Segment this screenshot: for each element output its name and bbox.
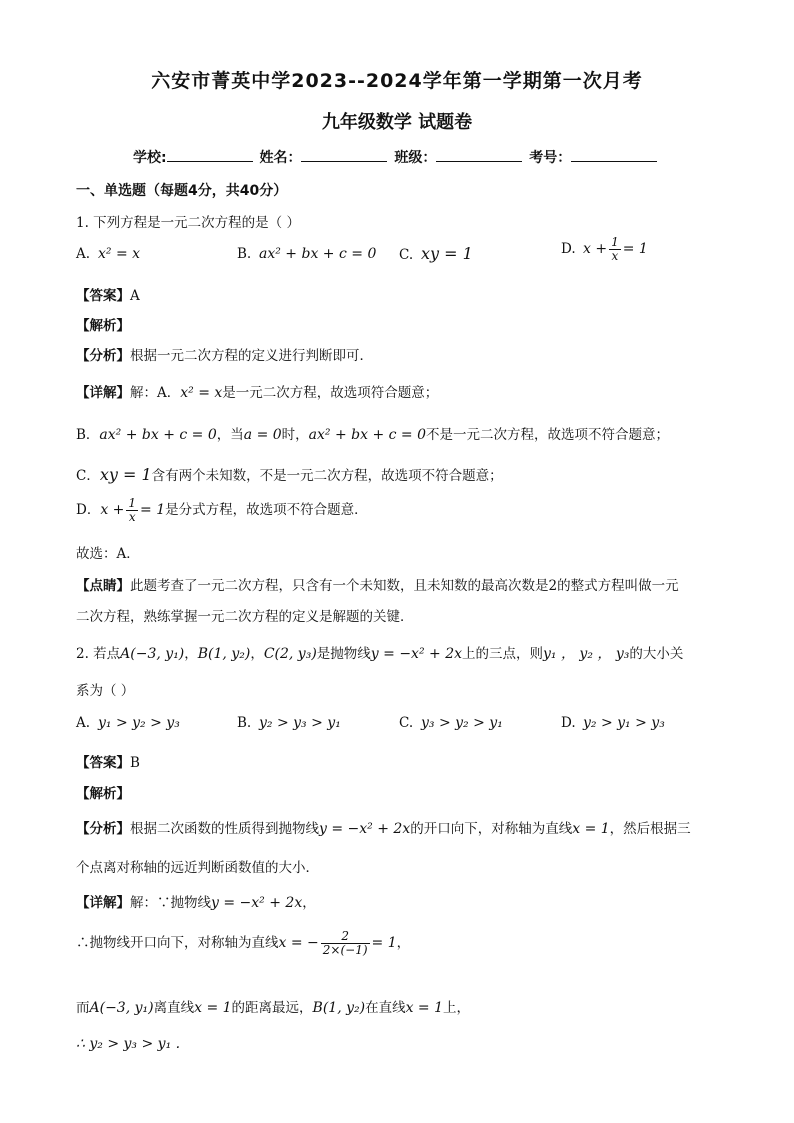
q1-detail-b [76,423,669,443]
q1-detail-c [76,464,503,484]
section-title: 一、单选题（每题4分，共40分） [76,183,288,199]
q2-detail-1 [76,891,316,911]
detail-a-expr: x² = x [180,385,223,401]
detail-b-post: 不是一元二次方程，故选项不符合题意； [426,427,670,443]
detail-d-x: x + [100,502,125,518]
q2-fenxi-expr: y = −x² + 2x [319,821,411,837]
fraction-denominator: x [128,510,136,524]
q2-point-a: A(−3, y₁) [120,646,185,662]
detail-a-pre: 解：A． [130,385,181,401]
question-1-stem: 1. 下列方程是一元二次方程的是（ ） [76,215,300,231]
fenxi-tag: 【分析】 [76,348,130,364]
detail-b-expr: ax² + bx + c = 0 [99,427,217,443]
q2-answer [76,751,140,771]
q1-option-d-post: = 1 [622,241,648,257]
question-2-stem-line2: 系为（ ） [76,683,135,699]
q2-d1-pre: 解：∵抛物线 [130,895,211,911]
q1-fenxi [76,344,373,364]
q2-detail-4 [76,1036,180,1052]
q2-point-c: C(2, y₃) [263,646,317,662]
q2-d3-mid3: 在直线 [365,1000,406,1016]
q2-parabola: y = −x² + 2x [370,646,462,662]
fenxi-tag: 【分析】 [76,821,130,837]
q1-dianjing-line1 [76,574,679,594]
detail-b-mid: ，当 [216,427,244,443]
q1-option-c-label: C. [399,247,414,263]
q1-detail-d [76,497,368,524]
xiangjie-tag: 【详解】 [76,385,130,401]
q2-analysis-tag: 【解析】 [76,786,130,802]
fraction-denominator: x [611,249,619,263]
q2-d2-x: x = − [278,935,319,951]
student-info-row [133,147,659,167]
q2-sep1: ， [184,646,198,662]
answer-value: B [130,755,140,771]
q1-detail-a [76,381,438,401]
q1-option-c [399,244,473,263]
q2-point-b: B(1, y₂) [197,646,251,662]
q2-fenxi-mid: 的开口向下，对称轴为直线 [410,821,573,837]
dianjing-tag: 【点睛】 [76,578,130,594]
name-field[interactable] [301,148,387,162]
q2-option-b-expr: y₂ > y₃ > y₁ [259,715,341,731]
q2-vars: y₁ ， y₂ ， y₃ [543,646,630,662]
q1-option-d-pre: x + [583,241,608,257]
q2-option-d [561,715,665,731]
detail-c-expr: xy = 1 [99,465,152,484]
detail-c-pre: C． [76,468,100,484]
q2-detail-3 [76,996,470,1016]
q1-option-b [237,246,376,262]
q2-option-d-label: D. [561,715,576,731]
fraction-numerator: 1 [128,496,137,510]
xiangjie-tag: 【详解】 [76,895,130,911]
q2-option-a [76,715,180,731]
q1-option-a-expr: x² = x [98,246,141,262]
detail-b-expr2: ax² + bx + c = 0 [308,427,427,443]
q2-option-a-expr: y₁ > y₂ > y₃ [98,715,180,731]
q2-d3-post: 上， [443,1000,471,1016]
detail-c-post: 含有两个未知数，不是一元二次方程，故选项不符合题意； [151,468,503,484]
page-subtitle: 九年级数学 试题卷 [321,112,473,133]
detail-b-mid2: 时， [281,427,309,443]
detail-d-eq: = 1 [140,502,166,518]
q2-sep2: ， [250,646,264,662]
q2-d1-expr: y = −x² + 2x [211,895,303,911]
q2-stem-post: 的大小关 [629,646,684,662]
q2-fenxi-axis: x = 1 [572,821,610,837]
class-label: 班级： [394,150,437,166]
q1-analysis-tag: 【解析】 [76,318,130,334]
q1-answer [76,284,140,304]
detail-d-post: 是分式方程，故选项不符合题意． [165,502,368,518]
q2-option-d-expr: y₂ > y₁ > y₃ [583,715,665,731]
q2-stem-mid2: 上的三点，则 [462,646,543,662]
answer-tag: 【答案】 [76,755,130,771]
q2-option-b [237,715,341,731]
q2-d2-post: ， [396,935,411,951]
q2-d2-pre: ∴抛物线开口向下，对称轴为直线 [76,935,279,951]
detail-a-post: 是一元二次方程，故选项符合题意； [222,385,439,401]
q1-option-a [76,246,140,262]
detail-d-pre: D． [76,502,101,518]
fraction-numerator: 2 [321,930,370,944]
q2-d2-eq: = 1 [371,935,397,951]
q2-option-b-label: B. [237,715,252,731]
q2-option-c-expr: y₃ > y₂ > y₁ [421,715,503,731]
question-2-stem-line1 [76,642,683,663]
q2-d1-post: ， [302,895,316,911]
school-label: 学校: [133,150,167,166]
q2-d2-fraction [321,930,370,957]
q2-detail-2 [76,930,410,957]
dianjing-text-1: 此题考查了一元二次方程，只含有一个未知数，且未知数的最高次数是2的整式方程叫做一元 [130,578,679,594]
name-label: 姓名： [259,150,302,166]
page-title: 六安市菁英中学2023--2024学年第一学期第一次月考 [151,70,643,92]
answer-value: A [130,288,140,304]
q1-option-b-label: B. [237,246,252,262]
exam-no-field[interactable] [571,148,657,162]
q2-option-a-label: A. [76,715,91,731]
q1-dianjing-line2: 二次方程，熟练掌握一元二次方程的定义是解题的关键． [76,609,414,625]
q2-option-c [399,715,503,731]
q2-fenxi-post: ，然后根据三 [609,821,691,837]
q1-option-d-fraction [609,236,621,263]
q2-fenxi-line1 [76,817,691,837]
q2-d3-mid: 离直线 [153,1000,195,1016]
q2-fenxi-line2: 个点离对称轴的远近判断函数值的大小． [76,860,319,876]
q2-d3-line2: x = 1 [405,1000,444,1016]
detail-d-fraction [126,497,138,524]
q2-d4-conclusion: ∴ y₂ > y₃ > y₁ . [76,1036,181,1052]
exam-no-label: 考号： [529,150,572,166]
q2-stem-pre: 2. 若点 [76,646,121,662]
q2-d3-mid2: 的距离最远， [231,1000,313,1016]
q1-option-d [561,236,648,263]
q1-choose: 故选：A． [76,546,140,562]
q1-option-c-expr: xy = 1 [421,244,473,263]
q1-option-b-expr: ax² + bx + c = 0 [259,246,377,262]
fraction-numerator: 1 [611,235,619,249]
q1-option-d-label: D. [561,241,576,257]
answer-tag: 【答案】 [76,288,130,304]
q2-fenxi-pre: 根据二次函数的性质得到抛物线 [130,821,319,837]
class-field[interactable] [436,148,522,162]
q2-option-c-label: C. [399,715,414,731]
detail-b-pre: B． [76,427,100,443]
fenxi-text: 根据一元二次方程的定义进行判断即可． [130,348,373,364]
q2-d3-line: x = 1 [194,1000,232,1016]
q2-d3-point2: B(1, y₂) [312,1000,366,1016]
school-field[interactable] [167,148,253,162]
q2-stem-mid: 是抛物线 [316,646,371,662]
detail-b-cond: a = 0 [243,427,282,443]
q2-d3-point: A(−3, y₁) [89,1000,154,1016]
fraction-denominator: 2×(−1) [322,943,368,957]
q1-option-a-label: A. [76,246,91,262]
q2-d3-pre: 而 [76,1000,90,1016]
